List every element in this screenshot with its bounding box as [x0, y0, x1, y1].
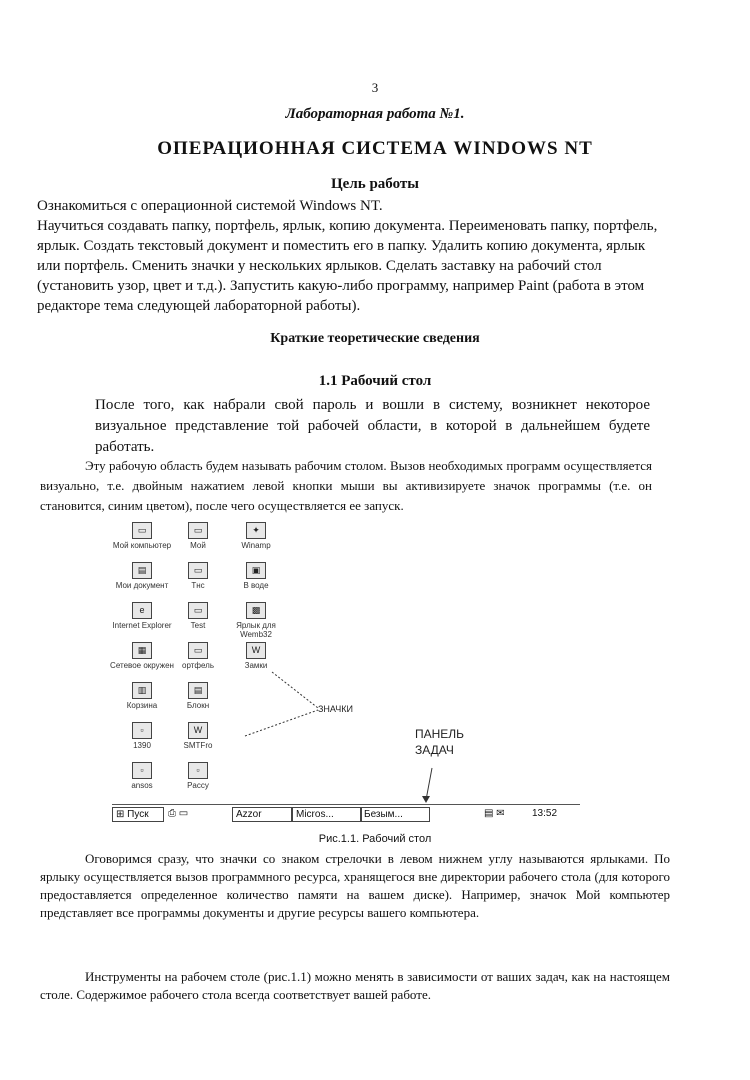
desktop-icon-label: Paccy: [187, 781, 209, 790]
figure-caption: Рис.1.1. Рабочий стол: [318, 833, 432, 845]
lab-title: Лабораторная работа №1.: [285, 106, 465, 122]
network-icon: ▤: [484, 808, 494, 819]
desktop-icon-label: Сетевое окружен: [110, 661, 174, 670]
desktop-icon-glyph: W: [246, 642, 266, 659]
desktop-icon-glyph: ✦: [246, 522, 266, 539]
section-heading: 1.1 Рабочий стол: [318, 373, 432, 389]
desktop-icon-glyph: ▦: [132, 642, 152, 659]
desktop-icon-label: Блокн: [186, 701, 210, 710]
desktop-icon-glyph: ▥: [132, 682, 152, 699]
windows-logo-icon: ⊞: [116, 809, 125, 820]
tray-icons: [484, 807, 505, 820]
desktop-icon-label: Ярлык для Wemb32: [236, 621, 276, 639]
goal-line: Ознакомиться с операционной системой Windows NT.: [37, 198, 383, 214]
desktop-icon-label: Мой: [190, 541, 206, 550]
tools-paragraph: Инструменты на рабочем столе (рис.1.1) можно менять в зависимости от ваших задач, как на настоящем столе. Содержимое рабочего стола всегда соответствует вашей работе.: [40, 969, 670, 1002]
desktop-icon-label: 1390: [133, 741, 151, 750]
goal-heading: Цель работы: [331, 176, 419, 192]
desktop-icon-label: Internet Explorer: [112, 621, 172, 630]
desktop-icon-glyph: ▤: [188, 682, 208, 699]
quick-launch-icons[interactable]: ⎙ ▭: [168, 808, 189, 819]
desktop-icon-label: ansos: [131, 781, 153, 790]
desktop-icon-label: Замки: [244, 661, 268, 670]
intro-paragraph: После того, как набрали свой пароль и вошли в систему, возникнет некоторое визуальное представление той рабочей области, в которой в дальнейшем будете работать.: [95, 397, 650, 455]
annotation-icons: ЗНАЧКИ: [318, 704, 353, 714]
desktop-paragraph: Эту рабочую область будем называть рабочим столом. Вызов необходимых программ осуществляется визуально, т.е. двойным нажатием левой кнопки мыши вы активизируете значок программы (т.е. он становится, синим цветом), после чего осуществляется ее запуск.: [40, 458, 652, 513]
desktop-icon-glyph: ▫: [188, 762, 208, 779]
desktop-icon-glyph: ▭: [132, 522, 152, 539]
icons-pointer-line: [272, 672, 318, 708]
taskbar-button-azzor[interactable]: Azzor: [232, 807, 292, 822]
desktop-icon-glyph: ▩: [246, 602, 266, 619]
start-button[interactable]: [112, 807, 164, 822]
desktop-icon-label: Мои документ: [115, 581, 169, 590]
desktop-icon-glyph: e: [132, 602, 152, 619]
desktop-icon-glyph: ▭: [188, 642, 208, 659]
page-number: 3: [371, 80, 379, 95]
taskbar: [112, 804, 580, 823]
taskbar-pointer-arrow: [422, 796, 430, 803]
desktop-icon-label: Тнс: [191, 581, 205, 590]
desktop-icon-glyph: ▫: [132, 762, 152, 779]
start-label: Пуск: [127, 809, 149, 820]
desktop-icon-label: Корзина: [126, 701, 158, 710]
annotation-taskbar: ПАНЕЛЬ ЗАДАЧ: [415, 727, 465, 757]
os-title: ОПЕРАЦИОННАЯ СИСТЕМА WINDOWS NT: [157, 138, 593, 159]
desktop-icon-label: ортфель: [182, 661, 214, 670]
desktop-icon-glyph: W: [188, 722, 208, 739]
goal-line: Научиться создавать папку, портфель, ярлык, копию документа. Переименовать папку, портфель, ярлык. Создать текстовый документ и поместить его в папку. Удалить копию документа, ярлык или портфель. Сменить значки у нескольких ярлыков. Сделать заставку на рабочий стол (установить узор, цвет и т.д.). Запустить какую-либо программу, например Paint (работа в этом редакторе тема следующей лабораторной работы).: [37, 218, 658, 314]
icons-pointer-line-2: [245, 710, 318, 736]
desktop-icon-glyph: ▭: [188, 522, 208, 539]
desktop-icon-label: Winamp: [241, 541, 271, 550]
desktop-icon-glyph: ▭: [188, 602, 208, 619]
taskbar-pointer-line: [426, 768, 432, 800]
desktop-icon-label: В воде: [243, 581, 269, 590]
desktop-icon-label: Мой компьютер: [112, 541, 172, 550]
desktop-icon-glyph: ▫: [132, 722, 152, 739]
theory-heading: Краткие теоретические сведения: [270, 331, 480, 346]
taskbar-button-bezym[interactable]: Безым...: [360, 807, 430, 822]
clock: 13:52: [532, 808, 558, 819]
taskbar-button-micros[interactable]: Micros...: [292, 807, 362, 822]
desktop-icon-label: SMTFro: [183, 741, 213, 750]
desktop-icon-label: Test: [190, 621, 206, 630]
mail-icon: ✉: [496, 808, 505, 819]
shortcut-paragraph: Оговоримся сразу, что значки со знаком стрелочки в левом нижнем углу называются ярлыками. По ярлыку осуществляется вызов программного ресурса, хранящегося вне директории рабочего стола (для которого предоставляется определенное количество памяти на вашем диске). Например, значок Мой компьютер представляет все программы документы и другие ресурсы вашего компьютера.: [40, 851, 670, 920]
desktop-icon-glyph: ▭: [188, 562, 208, 579]
desktop-icon-glyph: ▤: [132, 562, 152, 579]
desktop-icon-glyph: ▣: [246, 562, 266, 579]
